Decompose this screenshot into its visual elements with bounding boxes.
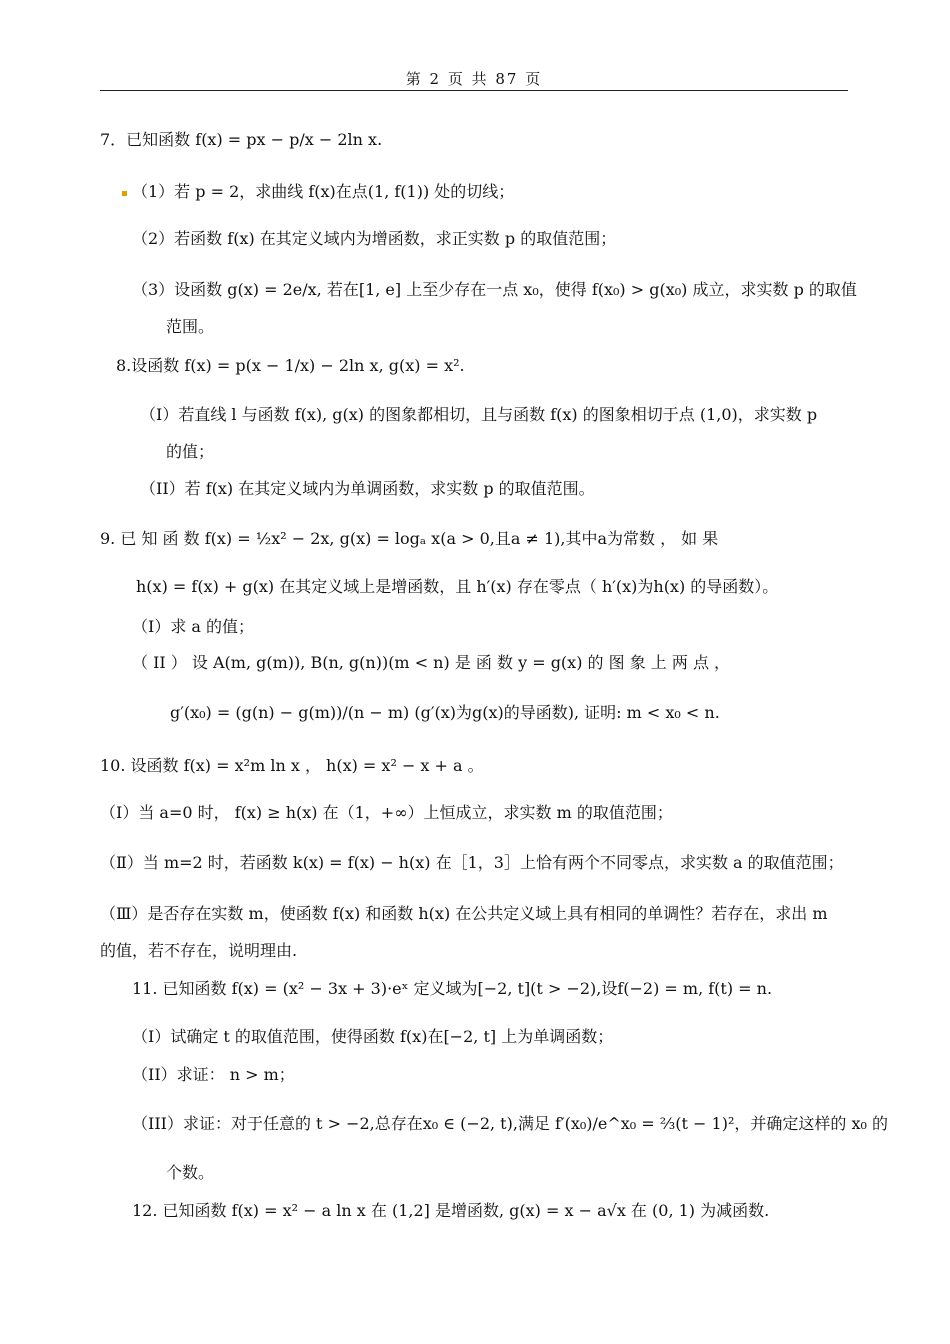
- problem-8-stem: 8.设函数 f(x) = p(x − 1/x) − 2ln x, g(x) = x².: [116, 356, 465, 375]
- problem-8-part-1-cont: 的值；: [166, 442, 215, 461]
- problem-11-part-1: （I）试确定 t 的取值范围，使得函数 f(x)在[−2, t] 上为单调函数；: [132, 1027, 614, 1046]
- problem-11-stem: 11. 已知函数 f(x) = (x² − 3x + 3)·eˣ 定义域为[−2, t](t > −2),设f(−2) = m, f(t) = n.: [132, 979, 773, 998]
- problem-8-part-1: （I）若直线 l 与函数 f(x), g(x) 的图象都相切，且与函数 f(x) 的图象相切于点 (1,0)，求实数 p: [140, 405, 818, 424]
- problem-12-stem: 12. 已知函数 f(x) = x² − a ln x 在 (1,2] 是增函数, g(x) = x − a√x 在 (0, 1) 为减函数.: [132, 1201, 770, 1220]
- problem-10-part-2: （Ⅱ）当 m=2 时，若函数 k(x) = f(x) − h(x) 在［1，3］上恰有两个不同零点，求实数 a 的取值范围；: [100, 853, 844, 872]
- margin-marker: [122, 191, 127, 196]
- problem-10-part-3-cont: 的值，若不存在，说明理由.: [100, 941, 298, 960]
- problem-9-stem: 9. 已 知 函 数 f(x) = ½x² − 2x, g(x) = logₐ x(a > 0,且a ≠ 1),其中a为常数 ， 如 果: [100, 529, 719, 548]
- problem-9-part-1: （I）求 a 的值；: [132, 617, 255, 636]
- problem-7-part-2: （2）若函数 f(x) 在其定义域内为增函数，求正实数 p 的取值范围；: [132, 229, 617, 248]
- problem-10-part-3: （Ⅲ）是否存在实数 m，使函数 f(x) 和函数 h(x) 在公共定义域上具有相同的单调性？若存在，求出 m: [100, 904, 828, 923]
- problem-9-part-2-formula: g′(x₀) = (g(n) − g(m))/(n − m) (g′(x)为g(x)的导函数), 证明: m < x₀ < n.: [170, 703, 720, 722]
- problem-7-part-3-cont: 范围。: [166, 317, 215, 336]
- problem-7-stem: 7．已知函数 f(x) = px − p/x − 2ln x.: [100, 130, 383, 149]
- problem-8-part-2: （II）若 f(x) 在其定义域内为单调函数，求实数 p 的取值范围。: [140, 479, 595, 498]
- header-rule: [100, 90, 848, 91]
- problem-9-stem-cont: h(x) = f(x) + g(x) 在其定义域上是增函数，且 h′(x) 存在零点（ h′(x)为h(x) 的导函数）。: [136, 577, 779, 596]
- problem-11-part-3-cont: 个数。: [166, 1163, 215, 1182]
- problem-10-stem: 10. 设函数 f(x) = x²m ln x ， h(x) = x² − x + a 。: [100, 756, 484, 775]
- problem-7-part-1: （1）若 p = 2，求曲线 f(x)在点(1, f(1)) 处的切线；: [132, 182, 515, 201]
- problem-11-part-2: （II）求证： n > m；: [132, 1065, 295, 1084]
- problem-11-part-3: （III）求证：对于任意的 t > −2,总存在x₀ ∈ (−2, t),满足 f′(x₀)/e^x₀ = ⅔(t − 1)²，并确定这样的 x₀ 的: [132, 1114, 888, 1133]
- problem-9-part-2: （ II ） 设 A(m, g(m)), B(n, g(n))(m < n) 是 函 数 y = g(x) 的 图 象 上 两 点 ，: [132, 653, 731, 672]
- problem-7-part-3: （3）设函数 g(x) = 2e/x, 若在[1, e] 上至少存在一点 x₀，使得 f(x₀) > g(x₀) 成立，求实数 p 的取值: [132, 280, 857, 299]
- page-header: 第 2 页 共 87 页: [405, 70, 543, 88]
- problem-10-part-1: （Ⅰ）当 a=0 时， f(x) ≥ h(x) 在（1，+∞）上恒成立，求实数 m 的取值范围；: [100, 803, 673, 822]
